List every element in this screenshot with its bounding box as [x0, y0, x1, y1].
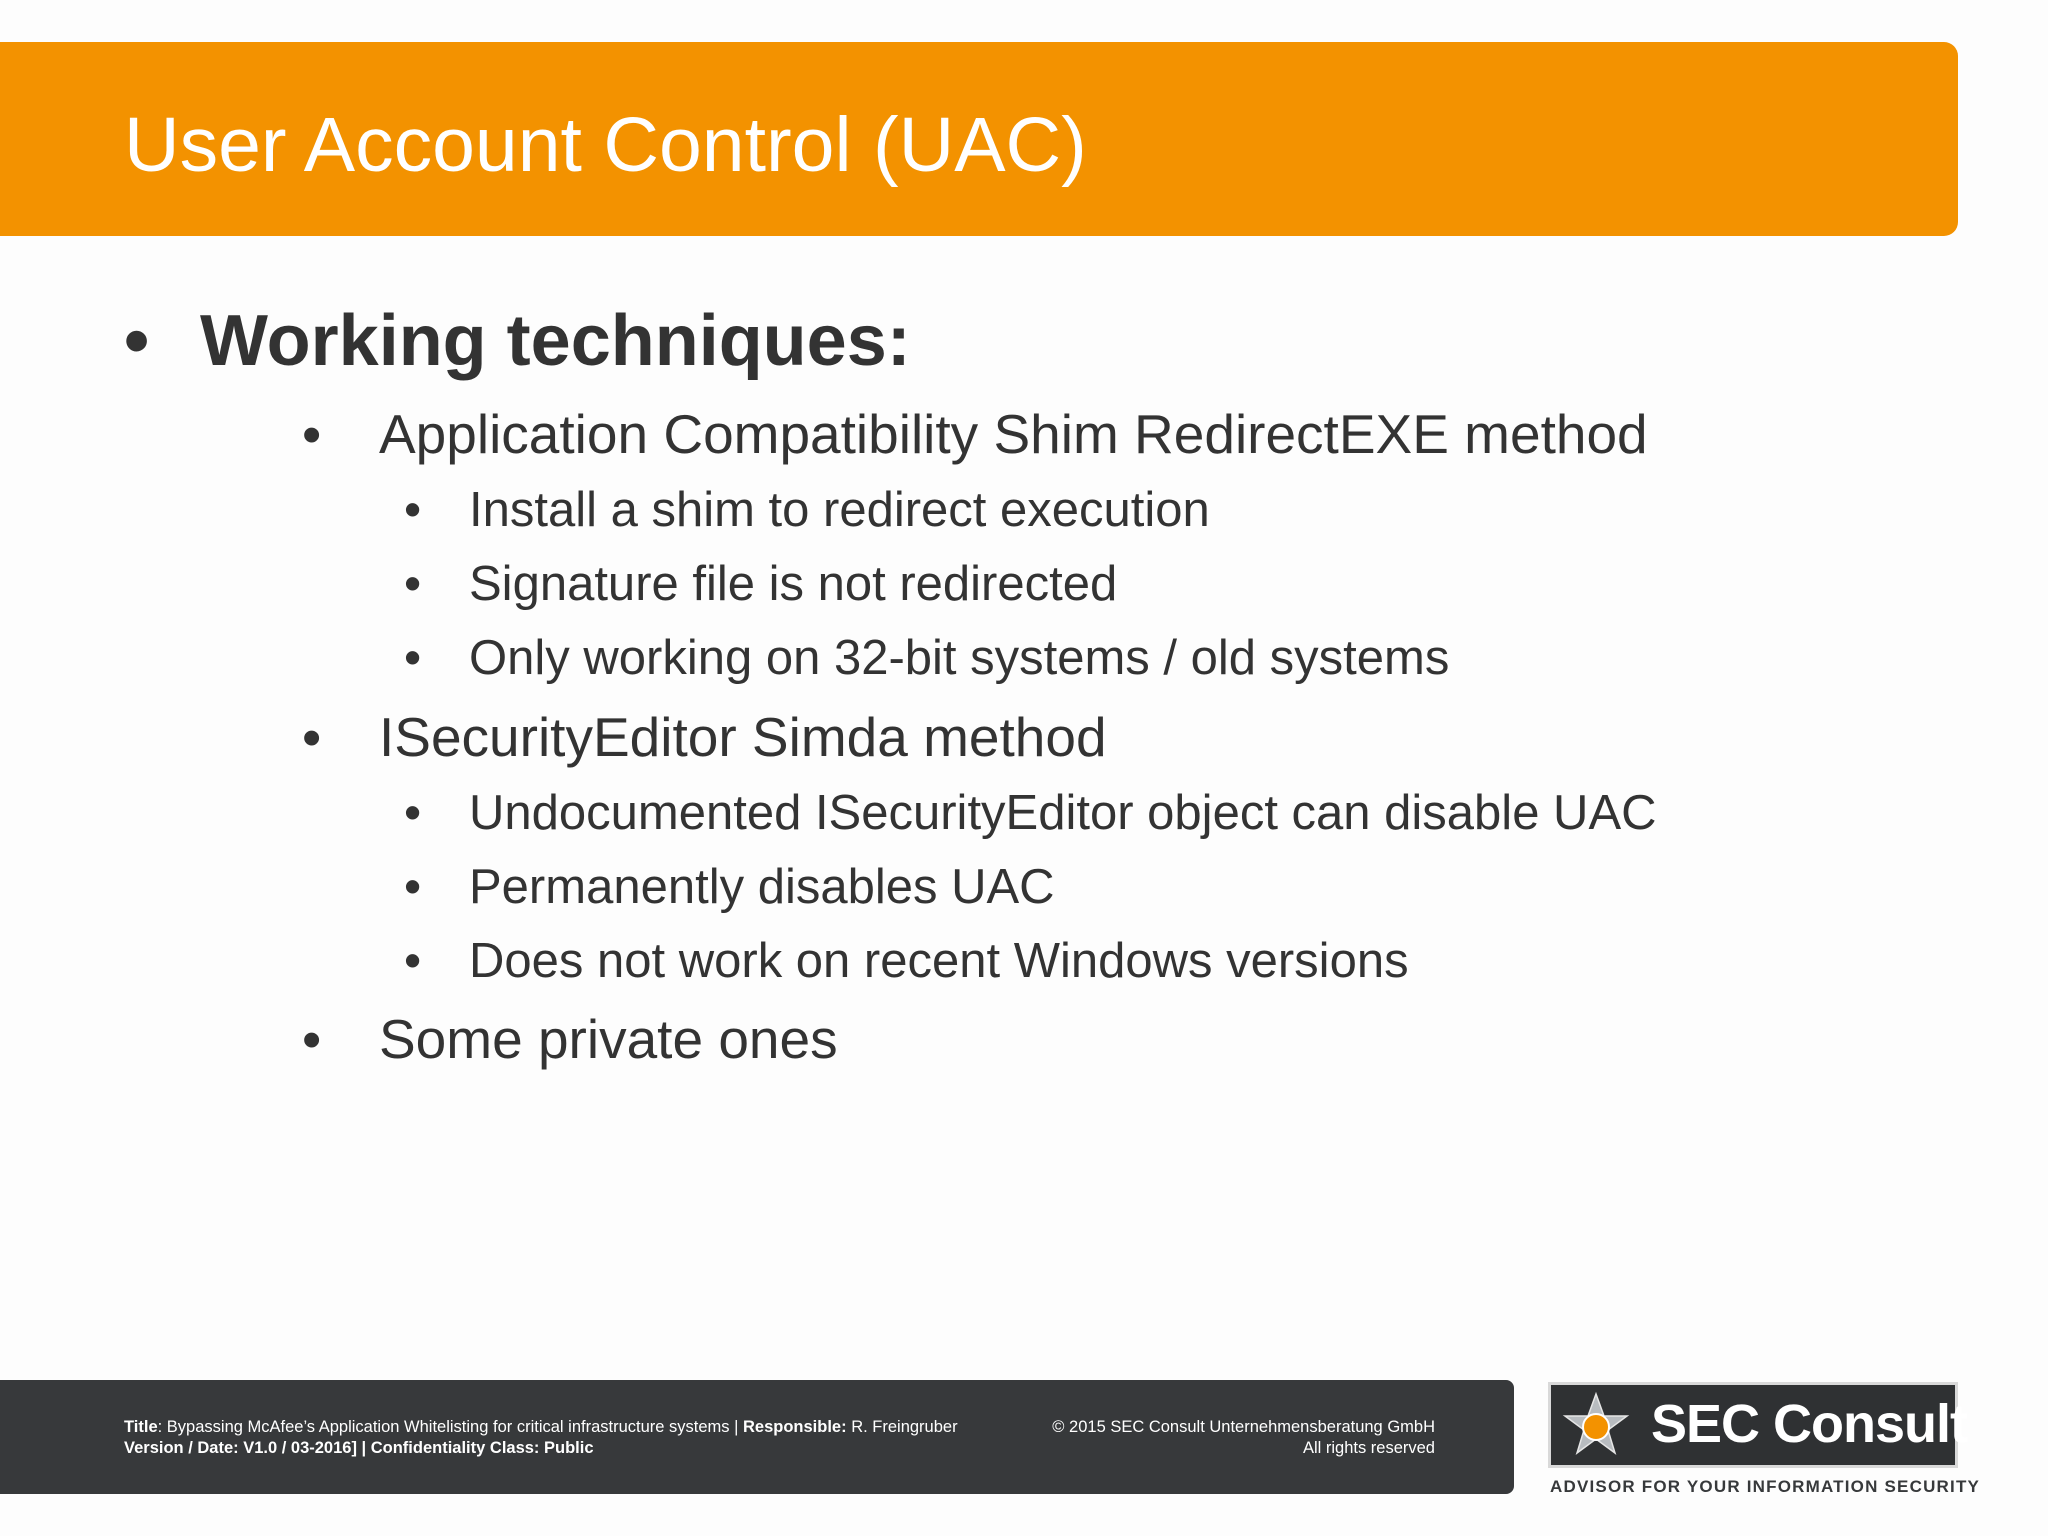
list-item: Install a shim to redirect execution	[469, 483, 1210, 537]
footer-copyright	[1052, 1417, 1435, 1459]
content-heading: Working techniques:	[200, 301, 911, 381]
footer-title-line	[124, 1417, 958, 1438]
list-item: Does not work on recent Windows versions	[469, 934, 1409, 988]
footer-responsible-value: R. Freingruber	[846, 1418, 958, 1436]
list-item: ISecurityEditor Simda method	[379, 706, 1107, 768]
footer-title-label: Title	[124, 1418, 158, 1436]
bullet-icon: •	[302, 1008, 322, 1070]
bullet-icon: •	[404, 557, 422, 611]
list-item: Only working on 32-bit systems / old systems	[469, 631, 1450, 685]
bullet-icon: •	[404, 860, 422, 914]
bullet-icon: •	[404, 934, 422, 988]
footer-meta	[124, 1417, 958, 1459]
bullet-icon: •	[302, 403, 322, 465]
bullet-icon: •	[124, 301, 150, 381]
bullet-icon: •	[404, 483, 422, 537]
star-logo-icon	[1561, 1391, 1631, 1461]
bullet-icon: •	[404, 786, 422, 840]
bullet-icon: •	[404, 631, 422, 685]
rights-text: All rights reserved	[1302, 1439, 1435, 1457]
list-item: Permanently disables UAC	[469, 860, 1055, 914]
copyright-text: © 2015 SEC Consult Unternehmensberatung GmbH	[1052, 1418, 1435, 1436]
footer-responsible-label: Responsible:	[743, 1418, 847, 1436]
logo-tagline: ADVISOR FOR YOUR INFORMATION SECURITY	[1550, 1477, 1981, 1496]
logo-name: SEC Consult	[1651, 1394, 1968, 1454]
list-item: Application Compatibility Shim RedirectEXE method	[379, 403, 1648, 465]
footer-version: Version / Date: V1.0 / 03-2016] | Confidentiality Class: Public	[124, 1439, 594, 1457]
footer-title-value: : Bypassing McAfee’s Application Whitelisting for critical infrastructure systems |	[157, 1418, 743, 1436]
slide-title: User Account Control (UAC)	[124, 102, 1087, 188]
company-logo	[1548, 1382, 1968, 1468]
footer-version-line	[124, 1438, 958, 1459]
bullet-icon: •	[302, 706, 322, 768]
list-item: Some private ones	[379, 1008, 838, 1070]
list-item: Undocumented ISecurityEditor object can disable UAC	[469, 786, 1657, 840]
list-item: Signature file is not redirected	[469, 557, 1118, 611]
